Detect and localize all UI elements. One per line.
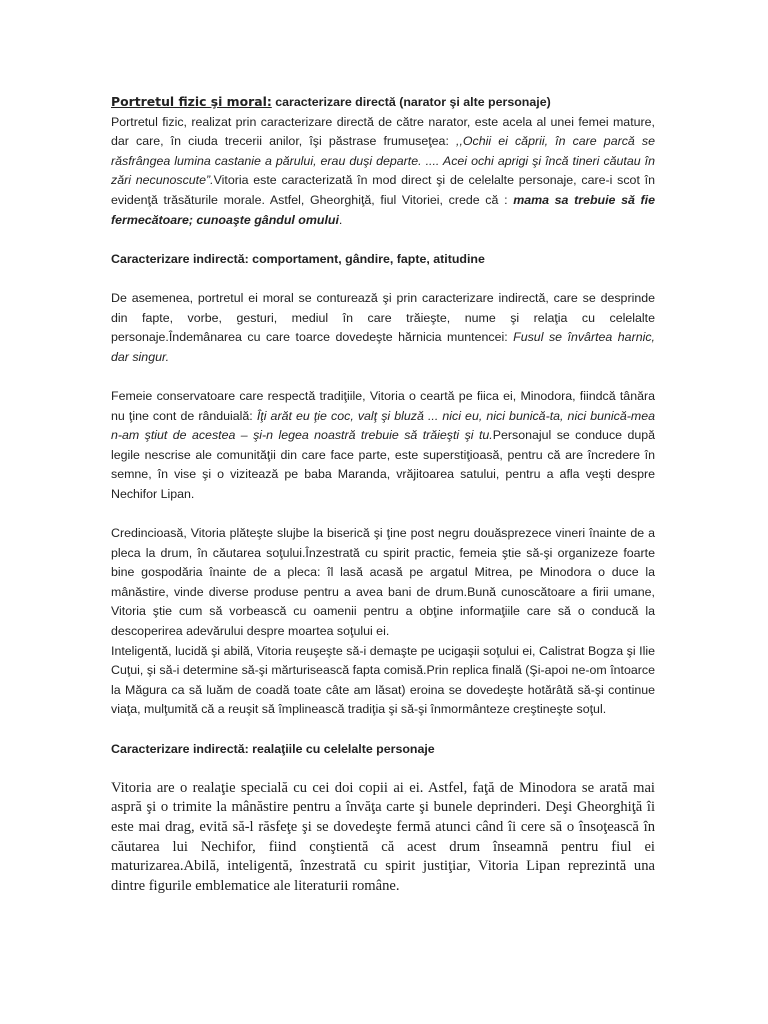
paragraph-text: Vitoria este caracterizată în mod direct şi de celelalte personaje, care-i scot în evidenţă trăsăturile morale. Astfel, Gheorghiţă, fiul Vitoriei, crede că : xyxy=(111,173,655,207)
paragraph-indirect-4: Inteligentă, lucidă şi abilă, Vitoria reuşeşte să-i demaşte pe ucigaşii soţului ei, Calistrat Bogza şi Ilie Cuţui, şi să-i determine să-şi mărturisească fapta comisă.Prin replica finală (Şi-apoi ne-om întoarce la Măgura ca să luăm de coadă toate câte am lăsat) eroina se dovedeşte hotărâtă să-şi continue viaţa, mulţumită că a reuşit să împlinească tradiţia şi să-şi înmormânteze creştineşte soţul. xyxy=(111,643,655,717)
paragraph-text: Personajul se conduce după legile nescrise ale comunităţii din care face parte, este superstiţioasă, pentru că are încredere în semne, în vise şi o vizitează pe baba Maranda, vrăjitoarea satului, pentru a afla veşti despre Nechifor Lipan. xyxy=(111,428,656,501)
section-heading-relations: Caracterizare indirectă: realaţiile cu celelalte personaje xyxy=(111,741,435,756)
emphasis-text: mama sa trebuie să fie fermecătoare; cunoaşte gândul omului xyxy=(111,192,656,227)
paragraph-portrait xyxy=(111,113,655,231)
quote-text: ,,Ochii ei căprii, în care parcă se răsfrângea lumina castanie a părului, erau duşi departe. .... Acei ochi aprigi şi încă tineri căutau în zări necunoscute”. xyxy=(111,134,655,188)
document-page xyxy=(111,92,655,896)
paragraph-text: Portretul fizic, realizat prin caracterizare directă de către narator, este acela al unei femei mature, dar care, în ciuda trecerii anilor, îşi păstrase frumuseţea: xyxy=(111,114,655,149)
section-title: Portretul fizic şi moral: xyxy=(111,94,272,109)
section-subtitle: caracterizare directă (narator şi alte personaje) xyxy=(271,95,551,109)
section-title-line xyxy=(111,92,655,113)
paragraph-indirect-1 xyxy=(111,289,655,367)
quote-text: Îţi arăt eu ţie coc, valţ şi bluză ... nici eu, nici bunică-ta, nici bunică-mea n-am ştiut de acestea – şi-n legea noastră trebuie să trăieşti şi tu. xyxy=(111,408,655,443)
paragraph-text: Femeie conservatoare care respectă tradiţiile, Vitoria o ceartă pe fiica ei, Minodora, fiindcă tânăra nu ţine cont de rânduială: xyxy=(111,388,655,423)
section-heading-indirect: Caracterizare indirectă: comportament, gândire, fapte, atitudine xyxy=(111,251,485,266)
quote-text: Fusul se învârtea harnic, dar singur. xyxy=(111,330,655,364)
paragraph-relations: Vitoria are o realaţie specială cu cei doi copii ai ei. Astfel, faţă de Minodora se arată mai aspră şi o trimite la mânăstire pentru a învăţa carte şi bunele deprinderi. Deşi Gheorghiţă îi este mai drag, evită să-l răsfeţe şi se dovedeşte fermă atunci când îi cere să o însoţească în căutarea lui Nechifor, fiind conştientă că acest drum înseamnă pentru fiul ei maturizarea.Abilă, inteligentă, înzestrată cu spirit justiţiar, Vitoria Lipan reprezintă una dintre figurile emblematice ale literaturii române. xyxy=(111,779,655,894)
paragraph-indirect-2 xyxy=(111,387,655,505)
paragraph-text: De asemenea, portretul ei moral se conturează şi prin caracterizare indirectă, care se desprinde din fapte, vorbe, gesturi, mediul în care trăieşte, nume şi relaţia cu celelalte personaje.Îndemânarea cu care toarce dovedeşte hărnicia muntencei: xyxy=(111,290,655,345)
paragraph-indirect-3: Credincioasă, Vitoria plăteşte slujbe la biserică şi ţine post negru douăsprezece vineri înainte de a pleca la drum, în căutarea soţului.Înzestrată cu spirit practic, femeia ştie să-şi organizeze foarte bine gospodăria înainte de a pleca: îl lasă acasă pe argatul Mitrea, pe Minodora o duce la mânăstire, vinde diverse produse pentru a avea bani de drum.Bună cunoscătoare a firii umane, Vitoria ştie cum să vorbească cu oamenii pentru a obţine informaţiile care să o conducă la descoperirea adevărului despre moartea soţului ei. xyxy=(111,526,655,639)
paragraph-text: . xyxy=(338,212,343,227)
